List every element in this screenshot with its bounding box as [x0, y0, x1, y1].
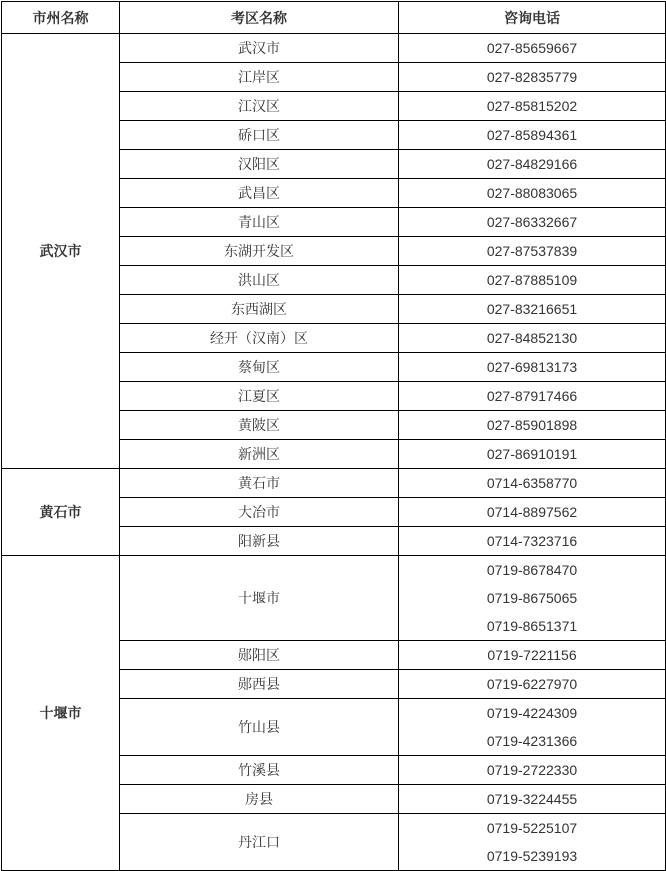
phone-number: 0719-8651371: [486, 618, 578, 634]
phone-cell: [399, 324, 666, 353]
exam-area-name: 竹溪县: [238, 762, 280, 778]
exam-area-cell: [120, 266, 399, 295]
phone-cell: [399, 237, 666, 266]
table-row: [2, 556, 666, 641]
exam-area-name: 郧西县: [238, 676, 280, 692]
exam-area-name: 江夏区: [238, 388, 280, 404]
phone-number: 0719-8678470: [486, 562, 578, 578]
phone-cell: [399, 295, 666, 324]
phone-cell: [399, 353, 666, 382]
table-row: [2, 469, 666, 498]
header-exam-area: 考区名称: [120, 2, 399, 34]
phone-number: 0719-2722330: [486, 762, 578, 778]
phone-number: 027-85659667: [486, 40, 578, 56]
phone-number: 0719-4224309: [486, 705, 578, 721]
phone-number: 027-85815202: [486, 98, 578, 114]
city-name-cell: 武汉市: [2, 34, 120, 469]
phone-cell: [399, 527, 666, 556]
phone-number: 0714-6358770: [486, 475, 578, 491]
phone-number: 027-69813173: [486, 359, 578, 375]
exam-area-name: 黄陂区: [238, 417, 280, 433]
exam-area-cell: [120, 527, 399, 556]
exam-area-name: 房县: [245, 791, 273, 807]
phone-number: 027-87885109: [486, 272, 578, 288]
phone-cell: [399, 63, 666, 92]
exam-area-cell: [120, 411, 399, 440]
exam-area-cell: [120, 237, 399, 266]
exam-area-cell: [120, 641, 399, 670]
phone-number: 0719-6227970: [486, 676, 578, 692]
header-city: 市州名称: [2, 2, 120, 34]
phone-cell: [399, 34, 666, 63]
exam-area-name: 阳新县: [238, 533, 280, 549]
phone-cell: [399, 411, 666, 440]
phone-number: 0719-4231366: [486, 733, 578, 749]
exam-area-cell: [120, 208, 399, 237]
phone-cell: [399, 556, 666, 641]
phone-cell: [399, 498, 666, 527]
exam-area-name: 武昌区: [238, 185, 280, 201]
table-body: [2, 34, 666, 871]
exam-area-cell: [120, 63, 399, 92]
exam-area-cell: [120, 324, 399, 353]
phone-cell: [399, 92, 666, 121]
phone-number: 027-88083065: [486, 185, 578, 201]
exam-area-name: 汉阳区: [238, 156, 280, 172]
phone-number: 027-84852130: [486, 330, 578, 346]
header-phone: 咨询电话: [399, 2, 666, 34]
exam-area-cell: [120, 814, 399, 871]
phone-number: 0719-7221156: [487, 647, 577, 663]
phone-number: 0719-3224455: [486, 791, 578, 807]
phone-cell: [399, 121, 666, 150]
exam-area-name: 青山区: [238, 214, 280, 230]
exam-area-name: 竹山县: [238, 719, 280, 735]
phone-cell: [399, 179, 666, 208]
exam-area-cell: [120, 295, 399, 324]
exam-area-name: 东湖开发区: [224, 243, 294, 259]
exam-area-name: 新洲区: [238, 446, 280, 462]
phone-number: 027-82835779: [486, 69, 578, 85]
exam-area-name: 郧阳区: [238, 647, 280, 663]
phone-cell: [399, 699, 666, 756]
exam-area-cell: [120, 150, 399, 179]
header-row: [2, 2, 666, 34]
phone-number: 027-87917466: [486, 388, 578, 404]
exam-area-name: 洪山区: [238, 272, 280, 288]
phone-cell: [399, 756, 666, 785]
phone-number: 027-85894361: [486, 127, 578, 143]
exam-area-name: 东西湖区: [231, 301, 287, 317]
exam-area-name: 经开（汉南）区: [210, 330, 308, 346]
phone-number: 027-86332667: [486, 214, 578, 230]
exam-area-cell: [120, 498, 399, 527]
exam-area-name: 丹江口: [238, 834, 280, 850]
exam-area-cell: [120, 179, 399, 208]
phone-cell: [399, 469, 666, 498]
phone-number: 0719-5239193: [486, 848, 578, 864]
exam-area-cell: [120, 92, 399, 121]
exam-area-cell: [120, 440, 399, 469]
exam-area-cell: [120, 382, 399, 411]
exam-contact-table: [1, 1, 666, 871]
phone-cell: [399, 382, 666, 411]
exam-area-cell: [120, 785, 399, 814]
phone-number: 027-84829166: [486, 156, 578, 172]
exam-area-name: 黄石市: [238, 475, 280, 491]
exam-area-cell: [120, 670, 399, 699]
table-header: [2, 2, 666, 34]
phone-number: 0714-7323716: [486, 533, 578, 549]
table-row: [2, 34, 666, 63]
exam-area-name: 蔡甸区: [238, 359, 280, 375]
exam-area-cell: [120, 469, 399, 498]
phone-number: 027-83216651: [486, 301, 578, 317]
exam-area-name: 武汉市: [238, 40, 280, 56]
exam-area-name: 江汉区: [238, 98, 280, 114]
exam-area-name: 硚口区: [238, 127, 280, 143]
phone-cell: [399, 440, 666, 469]
phone-cell: [399, 814, 666, 871]
exam-area-cell: [120, 34, 399, 63]
phone-cell: [399, 266, 666, 295]
exam-area-cell: [120, 353, 399, 382]
exam-area-name: 大冶市: [238, 504, 280, 520]
city-name-cell: 黄石市: [2, 469, 120, 556]
phone-number: 0719-5225107: [486, 820, 578, 836]
city-name-cell: 十堰市: [2, 556, 120, 871]
phone-cell: [399, 641, 666, 670]
exam-area-name: 江岸区: [238, 69, 280, 85]
phone-cell: [399, 208, 666, 237]
phone-number: 027-85901898: [486, 417, 578, 433]
exam-area-cell: [120, 756, 399, 785]
exam-area-name: 十堰市: [238, 590, 280, 606]
exam-area-cell: [120, 121, 399, 150]
phone-cell: [399, 150, 666, 179]
phone-number: 027-86910191: [486, 446, 578, 462]
phone-number: 0714-8897562: [486, 504, 578, 520]
exam-area-cell: [120, 699, 399, 756]
exam-area-cell: [120, 556, 399, 641]
phone-cell: [399, 670, 666, 699]
phone-cell: [399, 785, 666, 814]
phone-number: 0719-8675065: [486, 590, 578, 606]
phone-number: 027-87537839: [486, 243, 578, 259]
